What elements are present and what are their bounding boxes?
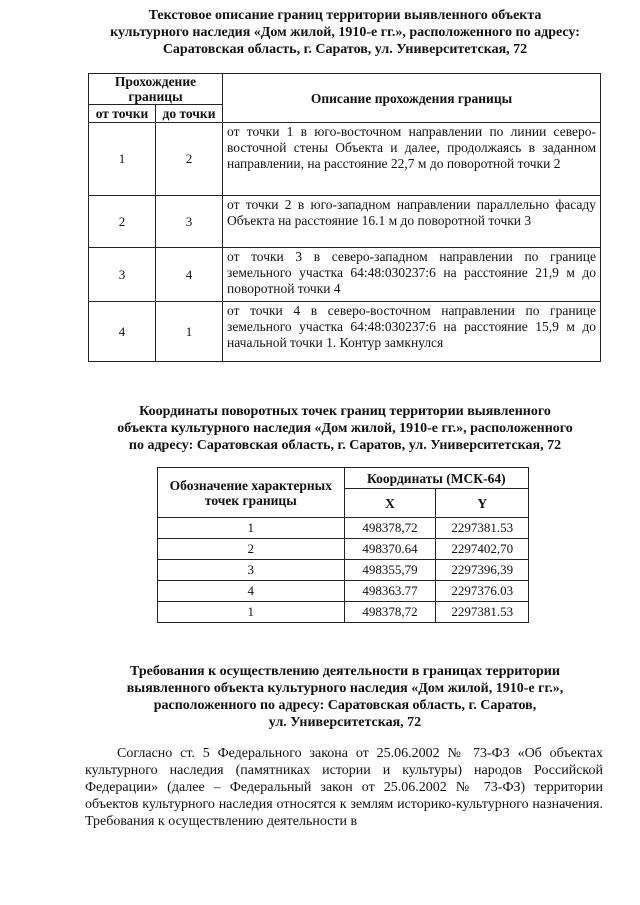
header-y: Y bbox=[436, 489, 529, 518]
table-row bbox=[89, 248, 601, 302]
header-coordinates: Координаты (МСК-64) bbox=[344, 468, 528, 489]
cell-description: от точки 1 в юго-восточном направлении по линии северо-восточной стены Объекта и далее, продолжаясь в заданном направлении, на расстояние 22,7 м до поворотной точки 2 bbox=[223, 123, 601, 196]
cell-to: 2 bbox=[156, 123, 223, 196]
header-to-point: до точки bbox=[156, 105, 223, 123]
table-row bbox=[158, 560, 529, 581]
cell-x: 498378,72 bbox=[344, 518, 436, 539]
cell-description: от точки 4 в северо-восточном направлении по границе земельного участка 64:48:030237:6 на расстояние 15,9 м до начальной точки 1. Контур замкнулся bbox=[223, 302, 601, 362]
cell-to: 3 bbox=[156, 196, 223, 248]
cell-x: 498363.77 bbox=[344, 581, 436, 602]
table-row bbox=[158, 581, 529, 602]
header-description: Описание прохождения границы bbox=[223, 74, 601, 123]
cell-y: 2297396,39 bbox=[436, 560, 529, 581]
cell-point: 3 bbox=[158, 560, 345, 581]
header-from-point: от точки bbox=[89, 105, 156, 123]
cell-y: 2297402,70 bbox=[436, 539, 529, 560]
cell-point: 4 bbox=[158, 581, 345, 602]
table-header-row bbox=[158, 468, 529, 489]
coordinates-title: Координаты поворотных точек границ территории выявленного объекта культурного наследия «Дом жилой, 1910-е гг.», расположенного по адресу: Саратовская область, г. Саратов, ул. Университетская, 72 bbox=[117, 404, 573, 453]
cell-y: 2297381.53 bbox=[436, 602, 529, 623]
cell-point: 1 bbox=[158, 518, 345, 539]
header-designation: Обозначение характерных точек границы bbox=[158, 468, 345, 518]
cell-y: 2297376.03 bbox=[436, 581, 529, 602]
requirements-text bbox=[85, 745, 603, 830]
cell-y: 2297381.53 bbox=[436, 518, 529, 539]
table-row bbox=[89, 196, 601, 248]
header-x: X bbox=[344, 489, 436, 518]
table-row bbox=[89, 123, 601, 196]
cell-x: 498370.64 bbox=[344, 539, 436, 560]
cell-description: от точки 2 в юго-западном направлении параллельно фасаду Объекта на расстояние 16.1 м до поворотной точки 3 bbox=[223, 196, 601, 248]
cell-description: от точки 3 в северо-западном направлении по границе земельного участка 64:48:030237:6 на расстояние 21,9 м до поворотной точки 4 bbox=[223, 248, 601, 302]
requirements-title: Требования к осуществлению деятельности в границах территории выявленного объекта культурного наследия «Дом жилой, 1910-е гг.», расположенного по адресу: Саратовская область, г. Саратов, ул. Университетская, 72 bbox=[126, 664, 564, 730]
boundary-description-table bbox=[88, 73, 601, 362]
coordinates-table bbox=[157, 467, 529, 623]
table-row bbox=[89, 302, 601, 362]
cell-x: 498355,79 bbox=[344, 560, 436, 581]
requirements-paragraph: Согласно ст. 5 Федерального закона от 25.06.2002 № 73-ФЗ «Об объектах культурного наследия (памятниках истории и культуры) народов Российской Федерации» (далее – Федеральный закон от 25.06.2002 № 73-ФЗ) территории объектов культурного наследия относятся к землям историко-культурного назначения. Требования к осуществлению деятельности в bbox=[85, 746, 603, 829]
cell-from: 2 bbox=[89, 196, 156, 248]
table-header-row bbox=[89, 74, 601, 105]
cell-point: 1 bbox=[158, 602, 345, 623]
cell-from: 4 bbox=[89, 302, 156, 362]
cell-to: 4 bbox=[156, 248, 223, 302]
cell-to: 1 bbox=[156, 302, 223, 362]
cell-from: 3 bbox=[89, 248, 156, 302]
table-row bbox=[158, 539, 529, 560]
cell-x: 498378,72 bbox=[344, 602, 436, 623]
cell-from: 1 bbox=[89, 123, 156, 196]
table-row bbox=[158, 602, 529, 623]
boundary-description-title: Текстовое описание границ территории выявленного объекта культурного наследия «Дом жилой, 1910-е гг.», расположенного по адресу: Саратовская область, г. Саратов, ул. Университетская, 72 bbox=[110, 8, 580, 57]
header-passage: Прохождение границы bbox=[89, 74, 223, 105]
cell-point: 2 bbox=[158, 539, 345, 560]
table-row bbox=[158, 518, 529, 539]
